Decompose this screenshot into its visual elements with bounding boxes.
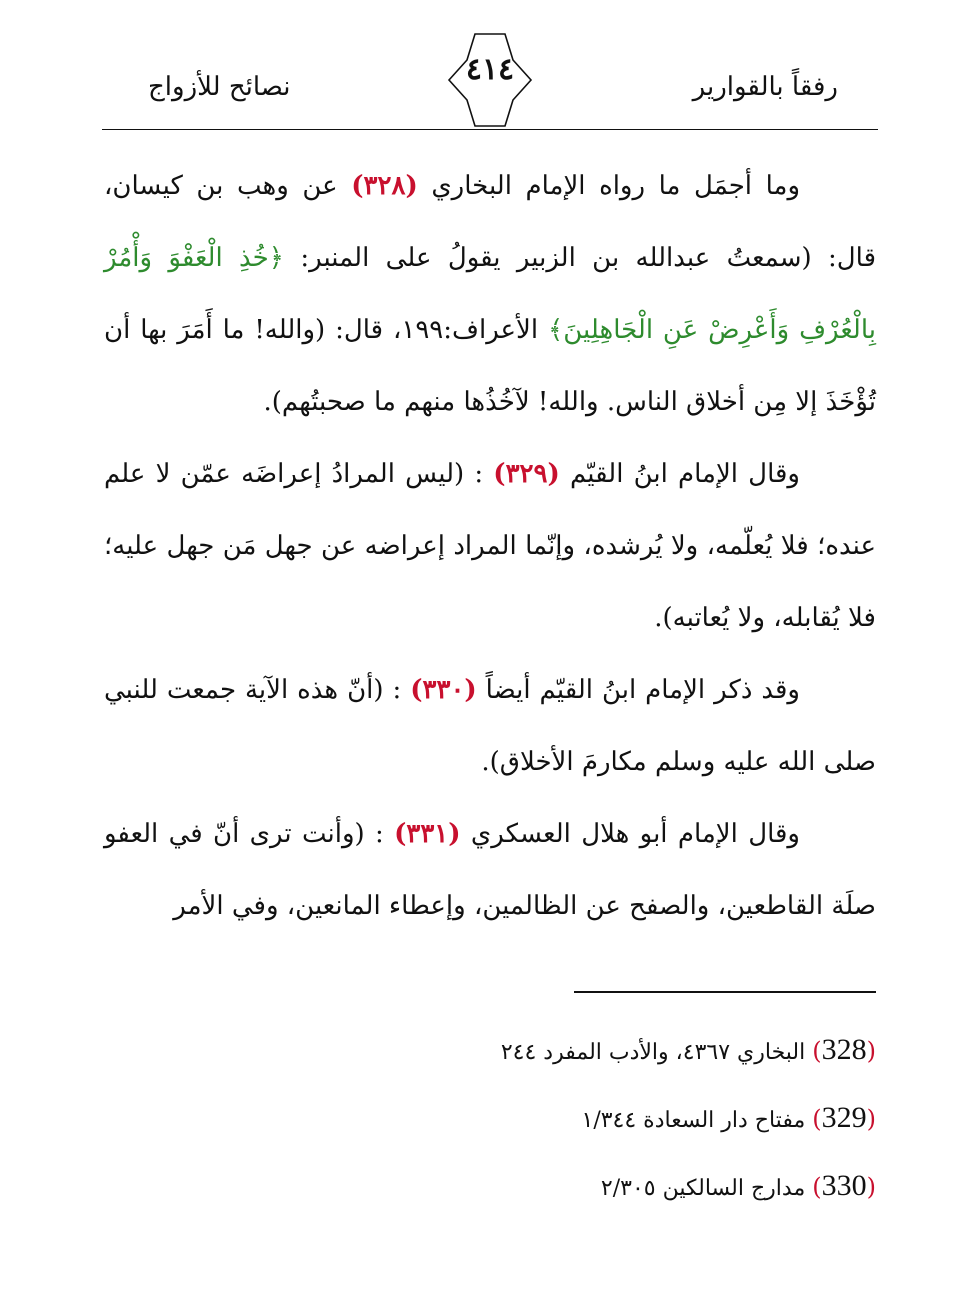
footnote-ref[interactable]: (٣٢٩): [493, 459, 560, 489]
paragraph-text: : (أنّ هذه الآية جمعت للنبي صلى الله عليه وسلم مكارمَ الأخلاق).: [104, 675, 876, 777]
footnote-number: 329: [821, 1101, 867, 1134]
paragraph-4: [104, 798, 876, 942]
footnote-text: البخاري ٤٣٦٧، والأدب المفرد ٢٤٤: [500, 1040, 806, 1065]
footnote-ref[interactable]: (٣٣٠): [410, 675, 477, 705]
book-title: رفقاً بالقوارير: [692, 72, 838, 102]
footnote-separator: [574, 991, 876, 993]
footnote-ref[interactable]: (٣٣١): [394, 819, 461, 849]
paragraph-1: [104, 150, 876, 438]
paragraph-3: [104, 654, 876, 798]
footnote-number: 330: [821, 1169, 867, 1202]
paragraph-text: وما أجمَل ما رواه الإمام البخاري: [417, 171, 801, 201]
quran-verse: ﴿خُذِ الْعَفْوَ وَأْمُرْ بِالْعُرْفِ وَأَعْرِضْ عَنِ الْجَاهِلِينَ﴾: [104, 243, 876, 345]
paragraph-text: الأعراف:١٩٩، قال: (والله! ما أَمَرَ بها أن تُؤْخَذَ إلا مِن أخلاق الناس. والله! لآخُذُها منهم ما صحبتُهم).: [104, 315, 876, 417]
footnotes: [176, 1020, 876, 1224]
footnote-ref[interactable]: (٣٢٨): [351, 171, 418, 201]
footnote-text: مدارج السالكين ٢/٣٠٥: [600, 1176, 806, 1201]
footnote-number: 328: [821, 1033, 867, 1066]
section-title: نصائح للأزواج: [148, 72, 291, 102]
footnote-item: (328) البخاري ٤٣٦٧، والأدب المفرد ٢٤٤: [500, 1033, 876, 1066]
main-text: [104, 150, 876, 942]
paragraph-text: وقد ذكر الإمام ابنُ القيّم أيضاً: [476, 675, 800, 705]
paragraph-text: : (وأنت ترى أنّ في العفو صلَة القاطعين، والصفح عن الظالمين، وإعطاء المانعين، وفي الأمر: [104, 819, 876, 921]
paragraph-2: [104, 438, 876, 654]
paragraph-text: عن وهب بن كيسان، قال: (سمعتُ عبدالله بن الزبير يقولُ على المنبر:: [104, 171, 876, 273]
header-rule: [102, 129, 878, 130]
footnote-text: مفتاح دار السعادة ١/٣٤٤: [581, 1108, 806, 1133]
footnote-item: (329) مفتاح دار السعادة ١/٣٤٤: [581, 1101, 876, 1134]
page-number: ٤١٤: [465, 52, 515, 87]
footnote-item: (330) مدارج السالكين ٢/٣٠٥: [600, 1169, 876, 1202]
page-header: [102, 30, 878, 134]
paragraph-text: : (ليس المرادُ إعراضَه عمّن لا علم عنده؛ فلا يُعلّمه، ولا يُرشده، وإنّما المراد إعراضه عن جهل مَن جهل عليه؛ فلا يُقابله، ولا يُعاتبه).: [104, 459, 876, 633]
paragraph-text: وقال الإمام ابنُ القيّم: [559, 459, 800, 489]
paragraph-text: وقال الإمام أبو هلال العسكري: [460, 819, 800, 849]
